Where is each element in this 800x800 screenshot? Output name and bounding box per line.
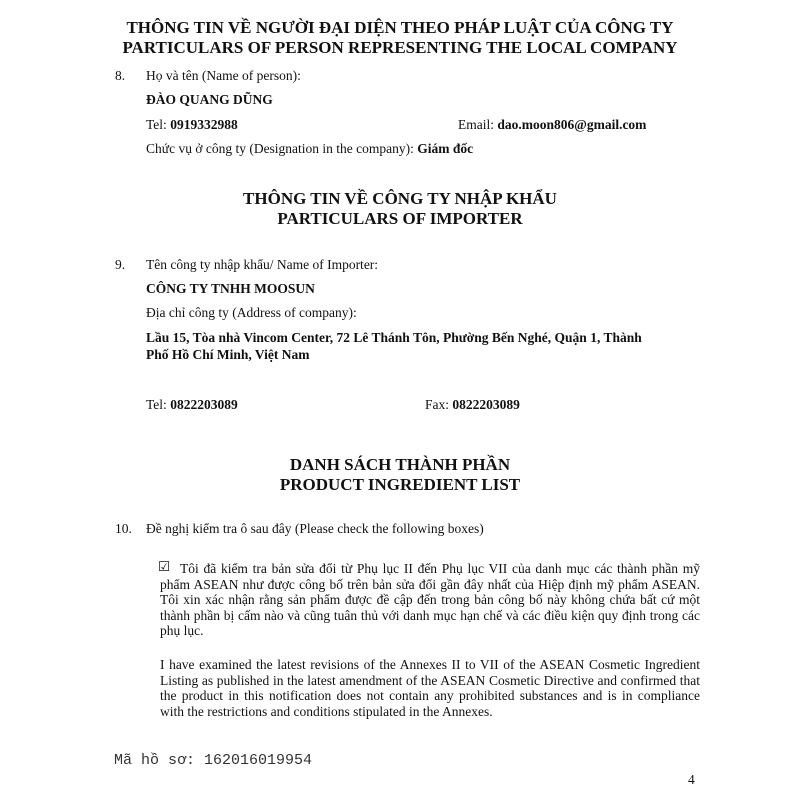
person-name: ĐÀO QUANG DŨNG xyxy=(146,92,273,107)
importer-fax-label: Fax: xyxy=(425,397,450,412)
name-label: Họ và tên (Name of person): xyxy=(146,68,301,83)
importer-name-label: Tên công ty nhập khẩu/ Name of Importer: xyxy=(146,257,379,272)
check-instruction: Đề nghị kiểm tra ô sau đây (Please check the following boxes) xyxy=(146,521,484,536)
checkbox-checked-icon: ☑ xyxy=(158,559,171,574)
tel-label: Tel: xyxy=(146,117,167,132)
importer-tel-value: 0822203089 xyxy=(170,397,238,412)
email-label: Email: xyxy=(458,117,494,132)
importer-title-en: PARTICULARS OF IMPORTER xyxy=(277,209,523,228)
ingredients-title-en: PRODUCT INGREDIENT LIST xyxy=(279,475,521,494)
item-number: 8. xyxy=(115,68,126,83)
record-code: Mã hồ sơ: 162016019954 xyxy=(114,752,313,769)
designation-label: Chức vụ ở công ty (Designation in the company): xyxy=(146,141,414,156)
section-title-en: PARTICULARS OF PERSON REPRESENTING THE LOCAL COMPANY xyxy=(122,38,678,57)
tel-value: 0919332988 xyxy=(170,117,238,132)
ingredients-title-vi: DANH SÁCH THÀNH PHẦN xyxy=(289,455,511,474)
importer-company: CÔNG TY TNHH MOOSUN xyxy=(146,281,315,296)
address-line-2: Phố Hồ Chí Minh, Việt Nam xyxy=(146,347,310,362)
address-label: Địa chỉ công ty (Address of company): xyxy=(146,305,357,320)
page-number: 4 xyxy=(688,772,695,787)
tel-row xyxy=(146,117,238,133)
importer-tel-row xyxy=(146,397,238,413)
designation-value: Giám đốc xyxy=(417,141,474,156)
importer-title-vi: THÔNG TIN VỀ CÔNG TY NHẬP KHẨU xyxy=(243,189,557,208)
email-row xyxy=(458,117,646,133)
email-value: dao.moon806@gmail.com xyxy=(497,117,647,132)
importer-fax-row xyxy=(425,397,520,413)
designation-row xyxy=(146,141,473,157)
item-number: 9. xyxy=(115,257,126,272)
item-number: 10. xyxy=(115,521,132,536)
importer-tel-label: Tel: xyxy=(146,397,167,412)
importer-fax-value: 0822203089 xyxy=(452,397,520,412)
address-line-1: Lầu 15, Tòa nhà Vincom Center, 72 Lê Thánh Tôn, Phường Bến Nghé, Quận 1, Thành xyxy=(146,330,642,345)
section-title-vi: THÔNG TIN VỀ NGƯỜI ĐẠI DIỆN THEO PHÁP LUẬT CỦA CÔNG TY xyxy=(126,18,674,37)
declaration-en: I have examined the latest revisions of the Annexes II to VII of the ASEAN Cosmetic Ingredient Listing as published in the latest amendment of the ASEAN Cosmetic Directive and confirmed that the product in this notification does not contain any prohibited substances and is in compliance with the restrictions and conditions stipulated in the Annexes. xyxy=(160,657,700,719)
declaration-vi: Tôi đã kiểm tra bản sửa đổi từ Phụ lục II đến Phụ lục VII của danh mục các thành phần mỹ phẩm ASEAN như được công bố trên bản sửa đổi gần đây nhất của Hiệp định mỹ phẩm ASEAN. Tôi xin xác nhận rằng sản phẩm được đề cập đến trong bản công bố này không chứa bất cứ một thành phần bị cấm nào và cũng tuân thủ với danh mục hạn chế và các điều kiện quy định trong các phụ lục. xyxy=(160,561,700,638)
